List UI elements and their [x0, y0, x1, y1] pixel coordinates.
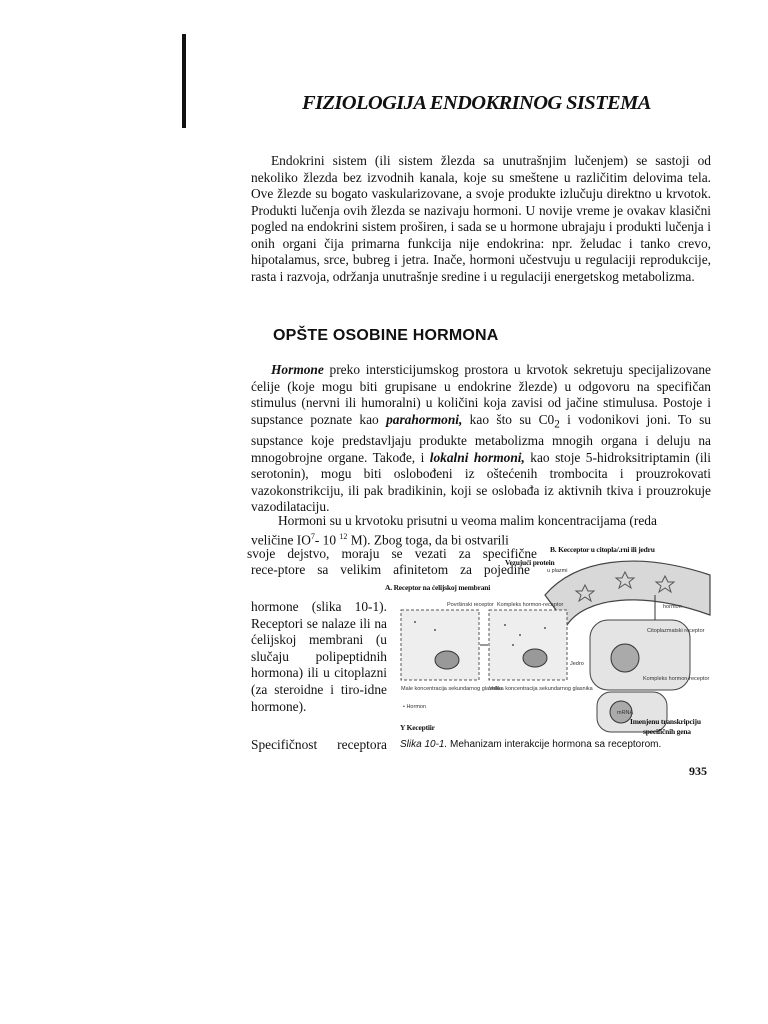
- term-lokalni-hormoni: lokalni hormoni,: [429, 449, 525, 465]
- label-jedro: Jedro: [570, 661, 584, 667]
- label-velika-koncentracija: Velika koncentracija sekundarnog glasnika: [489, 686, 593, 692]
- concentration-line-3: svoje dejstvo, moraju se vezati za specifične: [247, 546, 537, 561]
- p1-text-2: kao što su C0: [462, 411, 555, 427]
- figure-10-1: [385, 540, 715, 740]
- label-hormon-legend: • Hormon: [403, 704, 427, 710]
- label-b-receptor: B. Kecceptor u citopla/.rni ili jedru: [550, 545, 655, 554]
- exponent-1: 7: [310, 532, 315, 541]
- hormone-paragraph: [251, 362, 711, 516]
- conc-text-b: - 10: [314, 532, 340, 548]
- chapter-title: FIZIOLOGIJA ENDOKRINOG SISTEMA: [302, 92, 651, 114]
- label-specificnih-gena: specifičnih gena: [643, 727, 691, 736]
- concentration-line-1: Hormoni su u krvotoku prisutni u veoma malim koncentracijama (reda: [278, 513, 657, 528]
- conc-text-a: veličine IO: [251, 532, 311, 548]
- caption-number: Slika 10-1.: [400, 739, 448, 750]
- p1-text-4: kao stoje 5-hidroksitriptamin (ili serotonin), mogu biti oslobođeni iz oštećenih trombocita i prouzrokovati vazokonstrikciju, ili pak bradikinin, koji se oslobađa iz aktivnih tkiva i prouzrokuje vazodilataciju.: [251, 449, 711, 515]
- nucleus-middle: [523, 649, 547, 667]
- section-heading: OPŠTE OSOBINE HORMONA: [273, 327, 499, 344]
- cell-low-concentration: [401, 610, 479, 680]
- blood-vessel: [545, 561, 710, 625]
- intro-paragraph: Endokrini sistem (ili sistem žlezda sa unutrašnjim lučenjem) se sastoji od nekoliko žlezda bez izvodnih kanala, koje su smeštene u različitim delovima tela. Ove žlezde su bogato vaskularizovane, a svoje produkte izlučuju direktno u krvotok. Produkti lučenja ovih žlezda se nazivaju hormoni. U novije vreme je ovakav klasični pogled na endokrini sistem proširen, i sada se u hormone ubrajaju i produkti lučenja i onih organi čija primarna funkcija nije endokrina: npr. želudac i tanko crevo, hipotalamus, srce, bubreg i jetra. Inače, hormoni učestvuju u regulaciji reprodukcije, rasta i razvoja, održanja unutrašnje sredine i u regulaciji energetskog metabolizma.: [251, 153, 711, 284]
- co2-subscript: 2: [554, 418, 560, 431]
- concentration-line-4: rece-ptore sa velikim afinitetom za pojedine: [251, 562, 530, 577]
- nucleus-left: [435, 651, 459, 669]
- nucleus-right: [611, 644, 639, 672]
- label-povrsinski-receptor: Površinski receptor: [447, 602, 494, 608]
- exponent-2: 12: [339, 532, 348, 541]
- page-number: 935: [689, 764, 707, 778]
- cell-high-concentration: [489, 610, 567, 680]
- label-mrna: mRNA: [617, 710, 634, 716]
- label-a-receptor: A. Receptor na ćelijskoj membrani: [385, 583, 491, 592]
- label-kompleks-2: Kompleks hormon-receptor: [643, 676, 710, 682]
- conc-text-c: M). Zbog toga, da bi ostvarili: [347, 532, 509, 548]
- label-citoplazmatski: Citoplazmatski receptor: [647, 628, 705, 634]
- figure-caption: [400, 739, 661, 750]
- label-vezujuci-protein: Vezujući protein: [505, 558, 555, 567]
- p1-text-3: i vodonikovi joni. To su supstance koje predstavljaju produkte metabolizma mnogih organa i deluju na mnogobrojne organe. Takođe, i: [251, 411, 711, 465]
- receptor-specificity-text: Specifičnost receptora: [251, 737, 387, 752]
- label-y-receptor: Y Keceptiir: [400, 723, 435, 732]
- receptor-location-text: hormone (slika 10-1). Receptori se nalaze ili na ćelijskoj membrani (u slučaju polipeptidnih hormona) ili u citoplazni (za steroidne i tiro-idne hormone).: [251, 599, 387, 714]
- term-hormone: Hormone: [271, 362, 324, 377]
- label-u-plazmi: u plazmi: [547, 568, 568, 574]
- term-parahormoni: parahormoni,: [386, 411, 463, 427]
- figure-illustration: [385, 540, 715, 740]
- label-imenjenu: Imenjenu transkripciju: [630, 717, 701, 726]
- label-mala-koncentracija: Male koncentracija sekundarnog glasnika: [401, 686, 502, 692]
- p1-text-1: preko intersticijumskog prostora u krvotok sekretuju specijalizovane ćelije (koje mogu biti grupisane u endokrine žlezde) u odgovoru na specifičan stimulus (nervni ili humoralni) u količini koja zavisi od jačine stimulusa. Postoje i supstance poznate kao: [251, 362, 711, 427]
- label-kompleks-1: Kompleks hormon-receptor: [497, 602, 564, 608]
- label-hormon: hormon: [663, 604, 682, 610]
- chapter-margin-rule: [182, 34, 186, 128]
- caption-text: Mehanizam interakcije hormona sa receptorom.: [447, 739, 662, 750]
